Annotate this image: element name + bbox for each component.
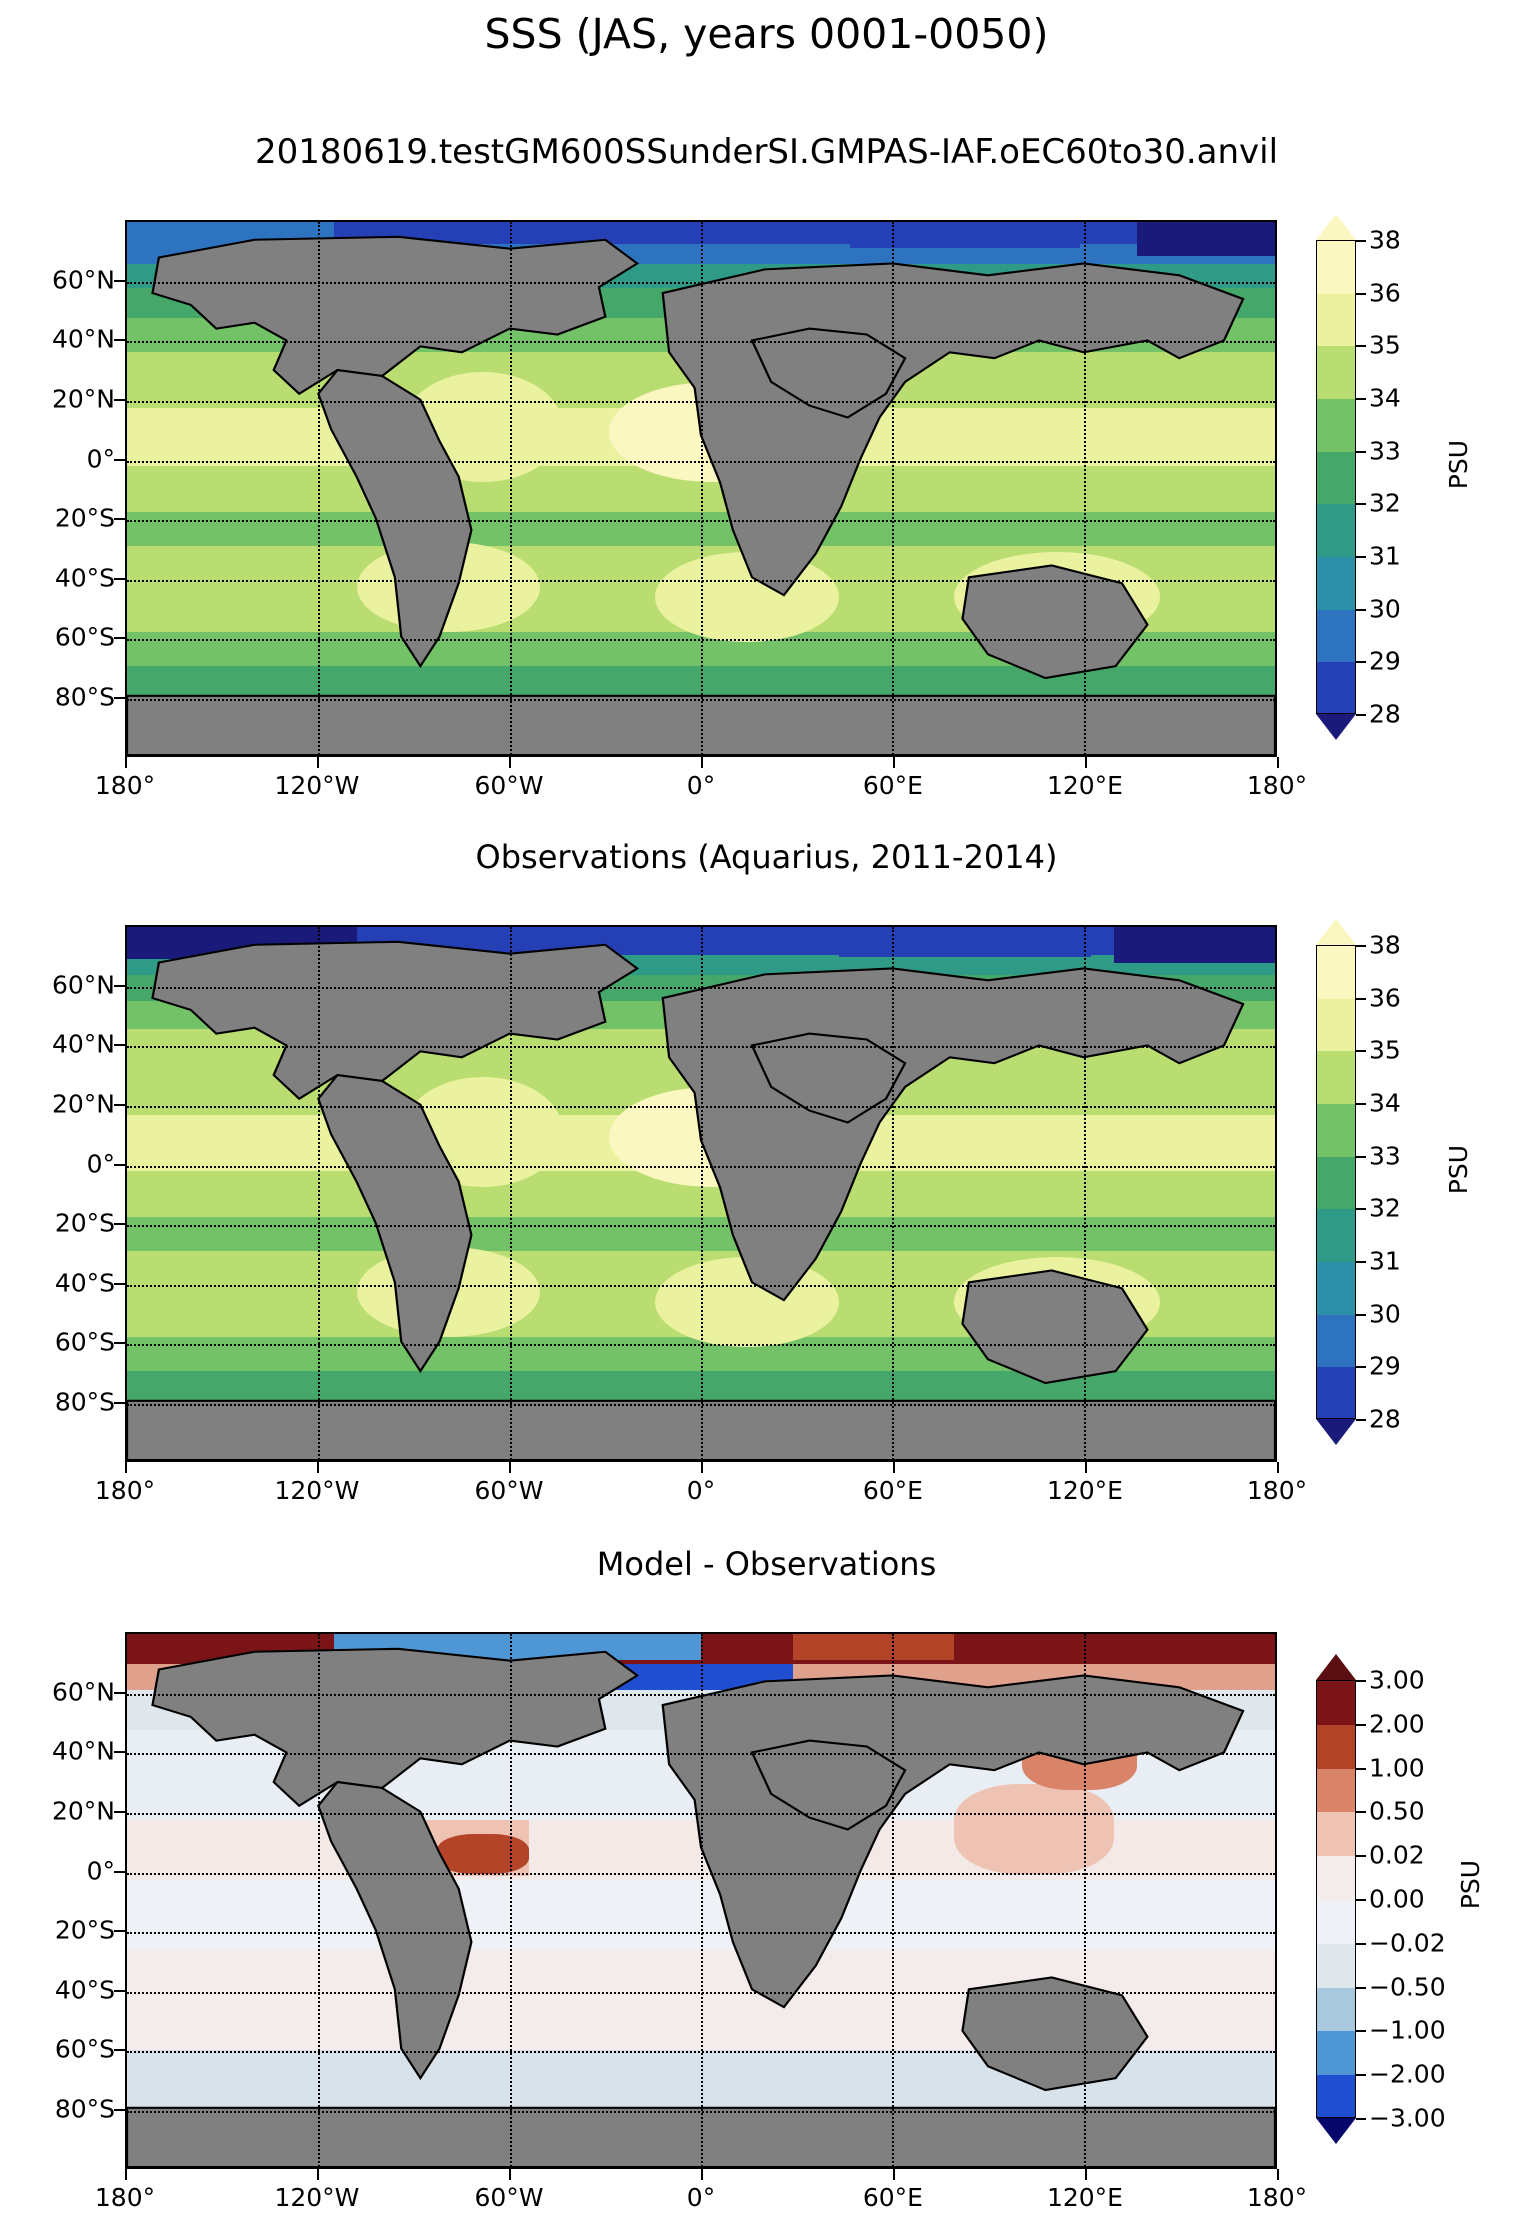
cbar-tick-label: 28	[1369, 1404, 1401, 1434]
cbar-tick-label: 38	[1369, 930, 1401, 960]
panel-title-observations: Observations (Aquarius, 2011-2014)	[475, 838, 1058, 876]
figure-subtitle: 20180619.testGM600SSunderSI.GMPAS-IAF.oEC60to30.anvil	[254, 132, 1279, 172]
cbar-tick-label: 34	[1369, 1088, 1401, 1118]
xtick-label: 180°	[94, 1476, 156, 1505]
ytick-label: 40°S	[54, 1268, 115, 1298]
xtick-label: 60°E	[862, 2183, 923, 2212]
xtick-label: 60°W	[474, 771, 544, 800]
ytick-label: 20°N	[51, 1796, 115, 1826]
xtick-label: 120°W	[274, 2183, 360, 2212]
ytick-label: 40°N	[51, 1029, 115, 1059]
cbar-tick-label: 34	[1369, 383, 1401, 413]
cbar-tick-label: 3.00	[1369, 1665, 1425, 1695]
cbar-axis-label: PSU	[1444, 1145, 1473, 1195]
cbar-tick-label: 30	[1369, 1299, 1401, 1329]
cbar-tick-label: 29	[1369, 646, 1401, 676]
ytick-label: 20°S	[54, 503, 115, 533]
map-observations	[125, 925, 1277, 1462]
xtick-label: 120°E	[1046, 2183, 1123, 2212]
xtick-label: 0°	[686, 1476, 716, 1505]
ytick-label: 80°S	[54, 682, 115, 712]
ytick-label: 20°N	[51, 384, 115, 414]
ytick-label: 40°N	[51, 324, 115, 354]
cbar-tick-label: −0.50	[1369, 1972, 1446, 2002]
colorbar-observations	[1316, 930, 1473, 1434]
cbar-tick-label: 35	[1369, 330, 1401, 360]
xtick-label: 120°E	[1046, 1476, 1123, 1505]
cbar-tick-label: 32	[1369, 488, 1401, 518]
ytick-label: 80°S	[54, 2094, 115, 2124]
xtick-label: 120°W	[274, 771, 360, 800]
cbar-tick-label: 28	[1369, 699, 1401, 729]
cbar-tick-label: 35	[1369, 1035, 1401, 1065]
cbar-tick-label: −2.00	[1369, 2059, 1446, 2089]
figure-suptitle: SSS (JAS, years 0001-0050)	[484, 10, 1049, 58]
cbar-tick-label: 31	[1369, 1246, 1401, 1276]
cbar-axis-label: PSU	[1456, 1860, 1485, 1910]
ytick-label: 40°S	[54, 563, 115, 593]
cbar-tick-label: 33	[1369, 1141, 1401, 1171]
panel-observations	[51, 925, 1308, 1505]
panel-model	[51, 220, 1308, 800]
cbar-tick-label: 0.00	[1369, 1884, 1425, 1914]
cbar-tick-label: 29	[1369, 1351, 1401, 1381]
ytick-label: 60°N	[51, 970, 115, 1000]
ytick-label: 60°N	[51, 265, 115, 295]
xtick-label: 120°W	[274, 1476, 360, 1505]
panel-title-bias: Model - Observations	[596, 1545, 937, 1583]
cbar-tick-label: 33	[1369, 436, 1401, 466]
ytick-label: 0°	[86, 1856, 115, 1885]
ytick-label: 60°S	[54, 622, 115, 652]
xtick-label: 180°	[94, 2183, 156, 2212]
xtick-label: 60°W	[474, 1476, 544, 1505]
cbar-tick-label: 30	[1369, 594, 1401, 624]
cbar-tick-label: 36	[1369, 278, 1401, 308]
map-model	[125, 220, 1277, 757]
ytick-label: 80°S	[54, 1387, 115, 1417]
cbar-tick-label: 32	[1369, 1193, 1401, 1223]
xtick-label: 0°	[686, 771, 716, 800]
xtick-label: 60°E	[862, 771, 923, 800]
panel-model-minus-observations	[51, 1632, 1308, 2212]
ytick-label: 0°	[86, 1149, 115, 1178]
ytick-label: 0°	[86, 444, 115, 473]
colorbar-bias	[1316, 1665, 1485, 2133]
ytick-label: 40°S	[54, 1975, 115, 2005]
xtick-label: 180°	[1246, 2183, 1308, 2212]
map-bias	[125, 1632, 1277, 2169]
ytick-label: 20°N	[51, 1089, 115, 1119]
xtick-label: 180°	[94, 771, 156, 800]
ytick-label: 60°S	[54, 1327, 115, 1357]
ytick-label: 40°N	[51, 1736, 115, 1766]
ytick-label: 20°S	[54, 1208, 115, 1238]
xtick-label: 60°E	[862, 1476, 923, 1505]
xtick-label: 180°	[1246, 1476, 1308, 1505]
cbar-axis-label: PSU	[1444, 440, 1473, 490]
xtick-label: 180°	[1246, 771, 1308, 800]
ytick-label: 60°N	[51, 1677, 115, 1707]
cbar-tick-label: 36	[1369, 983, 1401, 1013]
ytick-label: 20°S	[54, 1915, 115, 1945]
cbar-tick-label: 38	[1369, 225, 1401, 255]
cbar-tick-label: 0.50	[1369, 1796, 1425, 1826]
colorbar-model	[1316, 225, 1473, 729]
xtick-label: 60°W	[474, 2183, 544, 2212]
cbar-tick-label: 1.00	[1369, 1753, 1425, 1783]
cbar-tick-label: −0.02	[1369, 1928, 1446, 1958]
cbar-tick-label: 0.02	[1369, 1840, 1425, 1870]
cbar-tick-label: 2.00	[1369, 1709, 1425, 1739]
ytick-label: 60°S	[54, 2034, 115, 2064]
xtick-label: 120°E	[1046, 771, 1123, 800]
cbar-tick-label: 31	[1369, 541, 1401, 571]
cbar-tick-label: −3.00	[1369, 2103, 1446, 2133]
xtick-label: 0°	[686, 2183, 716, 2212]
cbar-tick-label: −1.00	[1369, 2015, 1446, 2045]
